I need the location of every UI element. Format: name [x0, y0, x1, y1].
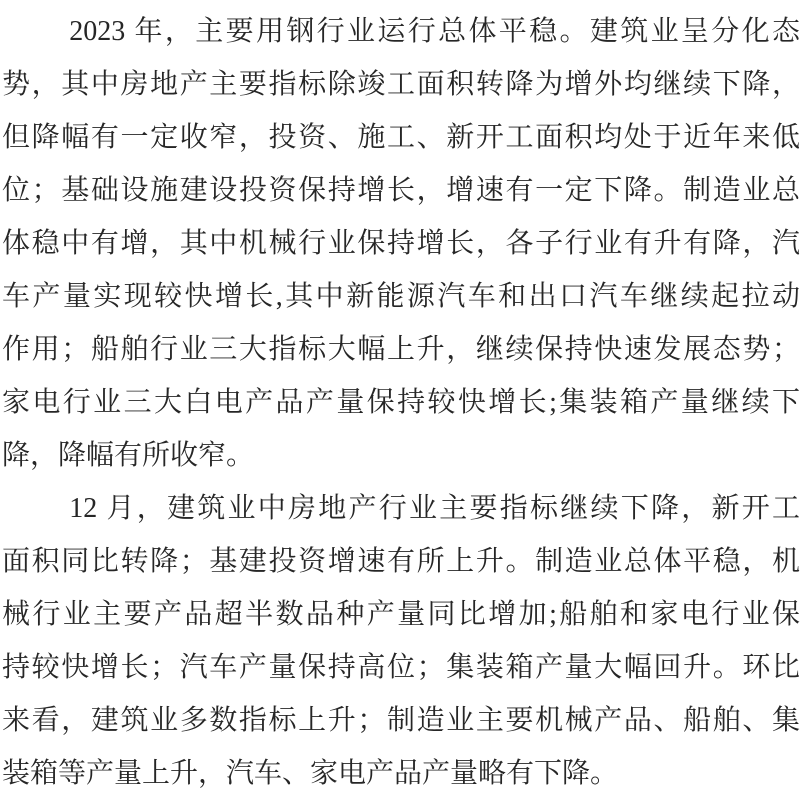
text-line: 家电行业三大白电产品产量保持较快增长;集装箱产量继续下 [2, 387, 800, 418]
text-line: 势，其中房地产主要指标除竣工面积转降为增外均继续下降， [2, 69, 800, 100]
text-line: 2023 年，主要用钢行业运行总体平稳。建筑业呈分化态 [69, 16, 800, 47]
text-line: 12 月，建筑业中房地产行业主要指标继续下降，新开工 [69, 493, 800, 524]
text-line: 持较快增长；汽车产量保持高位；集装箱产量大幅回升。环比 [2, 652, 800, 683]
text-line: 作用；船舶行业三大指标大幅上升，继续保持快速发展态势； [2, 334, 800, 365]
document-body-text [2, 5, 800, 800]
text-line: 来看，建筑业多数指标上升；制造业主要机械产品、船舶、集 [2, 705, 800, 736]
text-line: 械行业主要产品超半数品种产量同比增加;船舶和家电行业保 [2, 599, 800, 630]
text-line: 体稳中有增，其中机械行业保持增长，各子行业有升有降，汽 [2, 228, 800, 259]
text-line: 位；基础设施建设投资保持增长，增速有一定下降。制造业总 [2, 175, 800, 206]
text-line: 装箱等产量上升，汽车、家电产品产量略有下降。 [2, 758, 619, 789]
text-line: 降，降幅有所收窄。 [2, 440, 255, 471]
text-line: 但降幅有一定收窄，投资、施工、新开工面积均处于近年来低 [2, 122, 800, 153]
text-line: 面积同比转降；基建投资增速有所上升。制造业总体平稳，机 [2, 546, 800, 577]
text-line: 车产量实现较快增长,其中新能源汽车和出口汽车继续起拉动 [2, 281, 800, 312]
